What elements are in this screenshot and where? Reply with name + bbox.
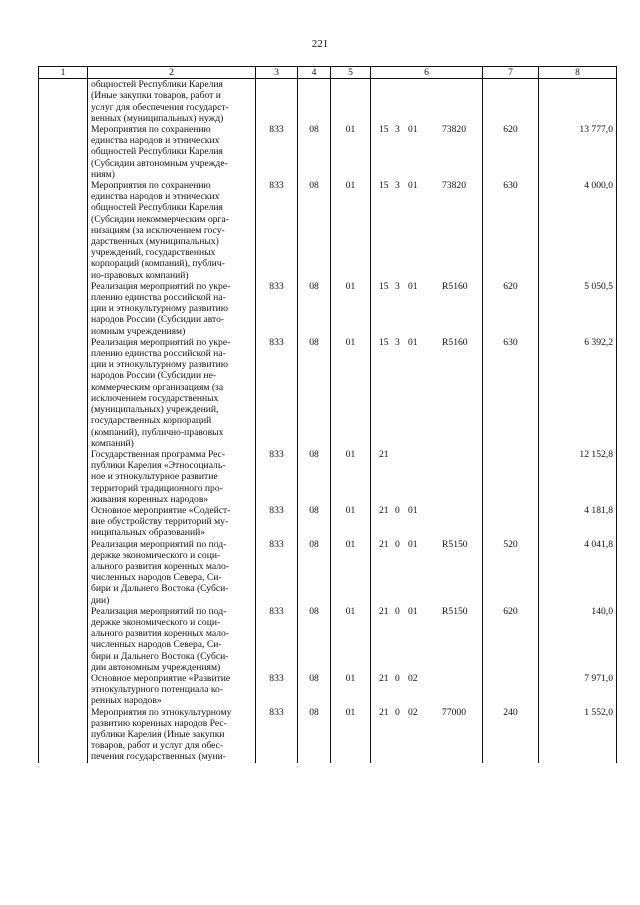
target-article-part: 15 (379, 180, 389, 192)
target-article-cell (371, 606, 483, 673)
item-name-cell (88, 673, 256, 707)
target-article-part: 01 (408, 336, 418, 348)
target-article-part: 77000 (442, 706, 466, 718)
target-article-part: 02 (408, 672, 418, 684)
item-name-line: номным учреждениям) (91, 325, 186, 337)
item-name-line: вие обустройству территорий му- (91, 516, 229, 528)
expense-type-cell: 520 (483, 539, 539, 606)
item-name-line: но-правовых компаний) (91, 269, 189, 281)
ministry-code-cell (256, 79, 298, 124)
item-name-line: дии автономным учреждениям) (91, 661, 221, 673)
item-name-line: живания коренных народов» (91, 493, 209, 505)
item-name-line: общностей Республики Карелия (91, 146, 223, 158)
item-name-line: Мероприятия по сохранению (91, 180, 211, 192)
expense-type-cell (483, 673, 539, 707)
item-name-line: (Иные закупки товаров, работ и (91, 90, 221, 102)
target-article-code (371, 673, 482, 684)
item-name-line: народов России (Субсидии не- (91, 370, 217, 382)
section-code-cell: 08 (298, 539, 331, 606)
expense-type-cell: 630 (483, 337, 539, 449)
section-code-cell: 08 (298, 606, 331, 673)
target-article-cell (371, 79, 483, 124)
expense-type-cell (483, 79, 539, 124)
amount-cell: 7 971,0 (539, 673, 617, 707)
table-row (39, 505, 617, 539)
target-article-part: 73820 (442, 180, 466, 192)
row-number-cell (39, 180, 88, 281)
item-name-line: единства народов и этнических (91, 191, 220, 203)
item-name-line: общностей Республики Карелия (91, 202, 223, 214)
item-name-line: плению единства российской на- (91, 292, 226, 304)
item-name-line: развитию коренных народов Рес- (91, 717, 227, 729)
expense-type-cell: 620 (483, 124, 539, 180)
item-name-line: публики Карелия (Иные закупки (91, 728, 225, 740)
target-article-cell (371, 707, 483, 763)
target-article-part: 0 (395, 538, 400, 550)
subsection-code-cell: 01 (331, 180, 371, 281)
item-name-cell (88, 79, 256, 124)
target-article-cell (371, 449, 483, 505)
ministry-code-cell: 833 (256, 449, 298, 505)
expense-type-cell: 620 (483, 606, 539, 673)
row-number-cell (39, 79, 88, 124)
expense-type-cell: 620 (483, 281, 539, 337)
item-name-line: корпораций (компаний), публич- (91, 258, 225, 270)
expense-type-cell: 630 (483, 180, 539, 281)
row-number-cell (39, 449, 88, 505)
target-article-cell (371, 337, 483, 449)
amount-cell: 4 000,0 (539, 180, 617, 281)
table-row (39, 606, 617, 673)
subsection-code-cell: 01 (331, 124, 371, 180)
item-name-line: плению единства российской на- (91, 348, 226, 360)
item-name-line: общностей Республики Карелия (91, 79, 223, 91)
table-row (39, 124, 617, 180)
item-name-line: ниципальных образований» (91, 527, 206, 539)
amount-cell: 13 777,0 (539, 124, 617, 180)
subsection-code-cell: 01 (331, 606, 371, 673)
amount-cell: 5 050,5 (539, 281, 617, 337)
item-name-line: Реализация мероприятий по укре- (91, 280, 231, 292)
amount-cell (539, 79, 617, 124)
target-article-part: 15 (379, 280, 389, 292)
target-article-part: 3 (395, 180, 400, 192)
item-name-line: держке экономического и соци- (91, 616, 221, 628)
item-name-line: ального развития коренных мало- (91, 560, 230, 572)
item-name-line: ное и этнокультурное развитие (91, 471, 218, 483)
target-article-part: 02 (408, 706, 418, 718)
item-name-line: территорий традиционного про- (91, 482, 223, 494)
item-name-line: компаний) (91, 437, 134, 449)
item-name-line: численных народов Севера, Си- (91, 639, 222, 651)
row-number-cell (39, 606, 88, 673)
item-name-line: бири и Дальнего Востока (Субси- (91, 583, 229, 595)
item-name-cell (88, 281, 256, 337)
item-name-line: численных народов Севера, Си- (91, 572, 222, 584)
item-name-line: этнокультурного потенциала ко- (91, 684, 224, 696)
target-article-part: R5150 (442, 538, 468, 550)
ministry-code-cell: 833 (256, 281, 298, 337)
item-name-cell (88, 606, 256, 673)
target-article-code (371, 606, 482, 617)
item-name-line: бири и Дальнего Востока (Субси- (91, 650, 229, 662)
row-number-cell (39, 673, 88, 707)
column-header: 7 (483, 67, 539, 79)
item-name-line: дарственных (муниципальных) (91, 236, 219, 248)
subsection-code-cell: 01 (331, 281, 371, 337)
item-name-line: ции и этнокультурному развитию (91, 359, 228, 371)
section-code-cell: 08 (298, 180, 331, 281)
section-code-cell: 08 (298, 124, 331, 180)
ministry-code-cell: 833 (256, 606, 298, 673)
column-header: 6 (371, 67, 483, 79)
expense-type-cell (483, 505, 539, 539)
item-name-cell (88, 449, 256, 505)
target-article-cell (371, 673, 483, 707)
target-article-part: 01 (408, 124, 418, 136)
item-name-cell (88, 707, 256, 763)
target-article-code (371, 505, 482, 516)
target-article-part: 21 (379, 706, 389, 718)
target-article-part: 0 (395, 672, 400, 684)
ministry-code-cell: 833 (256, 180, 298, 281)
item-name-line: ции и этнокультурному развитию (91, 303, 228, 315)
section-code-cell: 08 (298, 505, 331, 539)
target-article-part: 21 (379, 672, 389, 684)
item-name-line: (муниципальных) учреждений, (91, 404, 219, 416)
amount-cell: 6 392,2 (539, 337, 617, 449)
item-name-cell (88, 505, 256, 539)
item-name-line: ального развития коренных мало- (91, 628, 230, 640)
item-name-line: (Субсидии автономным учрежде- (91, 157, 228, 169)
table-row (39, 180, 617, 281)
item-name-line: (Субсидии некоммерческим орга- (91, 213, 229, 225)
target-article-part: R5160 (442, 336, 468, 348)
target-article-part: R5160 (442, 280, 468, 292)
page-number: 221 (311, 38, 329, 50)
item-name-cell (88, 180, 256, 281)
table-row (39, 79, 617, 124)
row-number-cell (39, 124, 88, 180)
item-name-line: ренных народов» (91, 695, 162, 707)
target-article-part: 0 (395, 605, 400, 617)
target-article-part: 21 (379, 538, 389, 550)
item-name-line: держке экономического и соци- (91, 549, 221, 561)
item-name-line: народов России (Субсидии авто- (91, 314, 225, 326)
target-article-part: 01 (408, 180, 418, 192)
table-row (39, 707, 617, 763)
ministry-code-cell: 833 (256, 505, 298, 539)
section-code-cell: 08 (298, 707, 331, 763)
item-name-line: Государственная программа Рес- (91, 448, 226, 460)
item-name-line: Основное мероприятие «Развитие (91, 672, 231, 684)
target-article-cell (371, 124, 483, 180)
item-name-line: государственных корпораций (91, 415, 212, 427)
target-article-part: 21 (379, 448, 389, 460)
target-article-part: R5150 (442, 605, 468, 617)
subsection-code-cell: 01 (331, 337, 371, 449)
row-number-cell (39, 539, 88, 606)
section-code-cell (298, 79, 331, 124)
target-article-cell (371, 505, 483, 539)
target-article-code (371, 281, 482, 292)
item-name-line: единства народов и этнических (91, 135, 220, 147)
subsection-code-cell: 01 (331, 449, 371, 505)
column-header: 5 (331, 67, 371, 79)
amount-cell: 4 041,8 (539, 539, 617, 606)
row-number-cell (39, 505, 88, 539)
ministry-code-cell: 833 (256, 707, 298, 763)
section-code-cell: 08 (298, 449, 331, 505)
column-header: 1 (39, 67, 88, 79)
table-row (39, 449, 617, 505)
expense-type-cell (483, 449, 539, 505)
column-header: 8 (539, 67, 617, 79)
target-article-part: 21 (379, 605, 389, 617)
column-header: 3 (256, 67, 298, 79)
item-name-line: Реализация мероприятий по укре- (91, 336, 231, 348)
budget-table (38, 66, 617, 763)
target-article-code (371, 337, 482, 348)
ministry-code-cell: 833 (256, 673, 298, 707)
column-header: 2 (88, 67, 256, 79)
target-article-part: 15 (379, 124, 389, 136)
subsection-code-cell: 01 (331, 539, 371, 606)
item-name-line: печения государственных (муни- (91, 751, 226, 763)
item-name-cell (88, 539, 256, 606)
item-name-cell (88, 124, 256, 180)
target-article-cell (371, 281, 483, 337)
item-name-line: Реализация мероприятий по под- (91, 605, 227, 617)
amount-cell: 4 181,8 (539, 505, 617, 539)
subsection-code-cell (331, 79, 371, 124)
item-name-line: Основное мероприятие «Содейст- (91, 504, 231, 516)
expense-type-cell: 240 (483, 707, 539, 763)
table-row (39, 539, 617, 606)
item-name-line: венных (муниципальных) нужд) (91, 112, 224, 124)
row-number-cell (39, 337, 88, 449)
ministry-code-cell: 833 (256, 337, 298, 449)
row-number-cell (39, 707, 88, 763)
target-article-code (371, 180, 482, 191)
target-article-code (371, 79, 482, 90)
table-row (39, 281, 617, 337)
section-code-cell: 08 (298, 673, 331, 707)
target-article-code (371, 449, 482, 460)
item-name-line: низациям (за исключением госу- (91, 224, 225, 236)
table-row (39, 673, 617, 707)
amount-cell: 140,0 (539, 606, 617, 673)
item-name-line: (компаний), публично-правовых (91, 426, 224, 438)
item-name-line: учреждений, государственных (91, 247, 216, 259)
column-header: 4 (298, 67, 331, 79)
item-name-line: коммерческим организациям (за (91, 381, 224, 393)
target-article-part: 01 (408, 504, 418, 516)
item-name-line: исключением государственных (91, 392, 219, 404)
subsection-code-cell: 01 (331, 505, 371, 539)
item-name-line: услуг для обеспечения государст- (91, 101, 229, 113)
target-article-part: 3 (395, 280, 400, 292)
subsection-code-cell: 01 (331, 707, 371, 763)
target-article-code (371, 124, 482, 135)
section-code-cell: 08 (298, 281, 331, 337)
target-article-part: 21 (379, 504, 389, 516)
target-article-part: 0 (395, 504, 400, 516)
target-article-part: 15 (379, 336, 389, 348)
amount-cell: 1 552,0 (539, 707, 617, 763)
row-number-cell (39, 281, 88, 337)
item-name-cell (88, 337, 256, 449)
column-number-row (39, 67, 617, 79)
item-name-line: дии) (91, 594, 110, 606)
item-name-line: публики Карелия «Этносоциаль- (91, 460, 226, 472)
target-article-cell (371, 539, 483, 606)
target-article-part: 01 (408, 605, 418, 617)
item-name-line: ниям) (91, 168, 115, 180)
ministry-code-cell: 833 (256, 124, 298, 180)
table-body (39, 79, 617, 763)
item-name-line: Мероприятия по этнокультурному (91, 706, 232, 718)
item-name-line: товаров, работ и услуг для обес- (91, 740, 224, 752)
target-article-part: 73820 (442, 124, 466, 136)
item-name-line: Мероприятия по сохранению (91, 124, 211, 136)
target-article-part: 01 (408, 538, 418, 550)
target-article-part: 0 (395, 706, 400, 718)
table-row (39, 337, 617, 449)
subsection-code-cell: 01 (331, 673, 371, 707)
target-article-part: 3 (395, 124, 400, 136)
item-name-line: Реализация мероприятий по под- (91, 538, 227, 550)
ministry-code-cell: 833 (256, 539, 298, 606)
section-code-cell: 08 (298, 337, 331, 449)
target-article-cell (371, 180, 483, 281)
target-article-code (371, 539, 482, 550)
target-article-code (371, 707, 482, 718)
target-article-part: 3 (395, 336, 400, 348)
target-article-part: 01 (408, 280, 418, 292)
amount-cell: 12 152,8 (539, 449, 617, 505)
